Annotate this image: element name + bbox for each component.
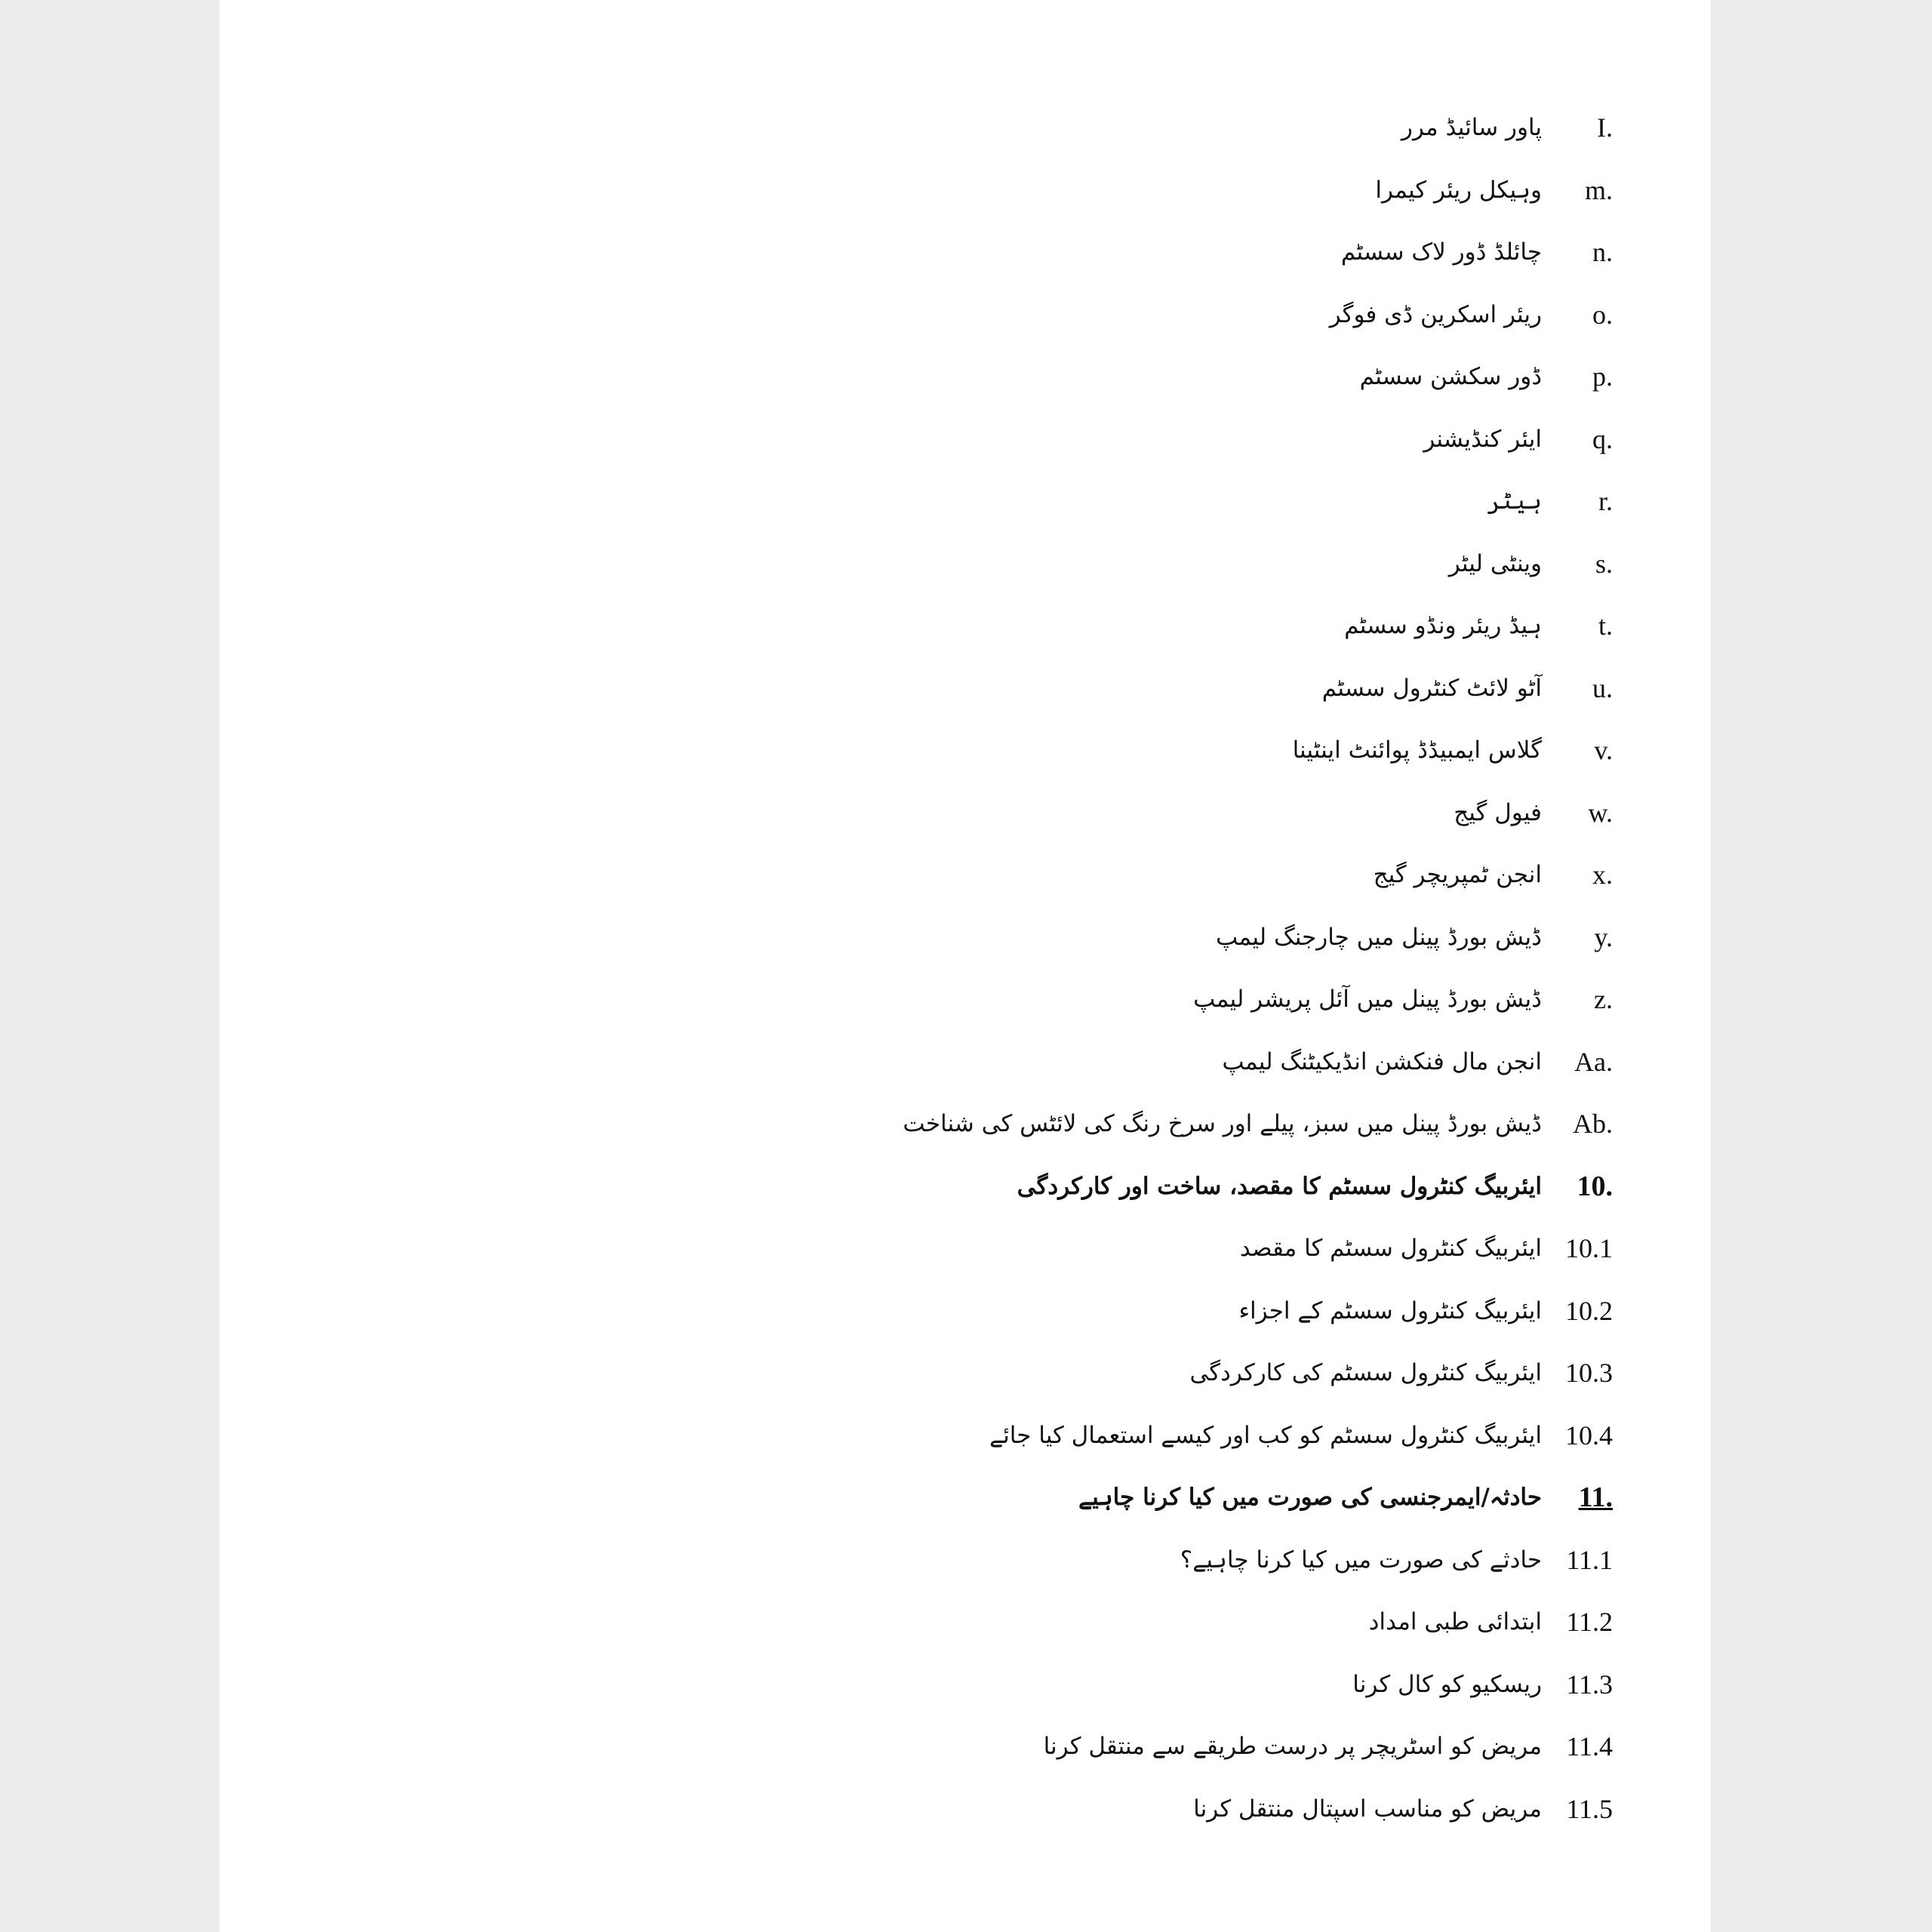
item-text: مریض کو مناسب اسپتال منتقل کرنا: [1193, 1795, 1542, 1823]
item-number: 10.1: [1565, 1233, 1613, 1264]
item-number: v.: [1594, 735, 1613, 766]
item-number: Ab.: [1573, 1109, 1613, 1140]
list-item: [330, 782, 1613, 844]
item-text: ریسکیو کو کال کرنا: [1352, 1670, 1542, 1698]
item-number: Aa.: [1574, 1046, 1613, 1077]
item-number: 11.4: [1566, 1731, 1613, 1762]
item-number: u.: [1592, 672, 1613, 703]
list-item: [330, 408, 1613, 471]
item-text: آٹو لائٹ کنٹرول سسٹم: [1321, 674, 1542, 702]
list-item: [330, 719, 1613, 782]
item-text: ایئربیگ کنٹرول سسٹم کی کارکردگی: [1189, 1359, 1542, 1387]
item-number: s.: [1595, 548, 1613, 579]
item-text: مریض کو اسٹریچر پر درست طریقے سے منتقل کرنا: [1043, 1733, 1542, 1761]
list-item: [330, 346, 1613, 408]
list-item: [330, 1217, 1613, 1280]
list-item: [330, 97, 1613, 159]
item-number: I.: [1597, 112, 1613, 143]
item-text: چائلڈ ڈور لاک سسٹم: [1340, 238, 1542, 266]
item-number: 11.3: [1566, 1669, 1613, 1700]
item-text: ڈیش بورڈ پینل میں چارجنگ لیمپ: [1215, 923, 1542, 951]
item-text: ہیٹر: [1487, 488, 1542, 515]
list-item: [330, 1715, 1613, 1778]
section-heading: [330, 1155, 1613, 1218]
item-text: ایئر کنڈیشنر: [1423, 425, 1542, 453]
list-item: [330, 1280, 1613, 1343]
item-number: 10.4: [1565, 1420, 1613, 1451]
item-number: m.: [1584, 174, 1613, 205]
item-number: t.: [1598, 611, 1613, 641]
item-number: o.: [1592, 299, 1613, 330]
heading-text: ایئربیگ کنٹرول سسٹم کا مقصد، ساخت اور کارکردگی: [1017, 1172, 1542, 1200]
list-item: [330, 1529, 1613, 1592]
item-text: گلاس ایمبیڈڈ پوائنٹ اینٹینا: [1292, 737, 1542, 764]
list-item: [330, 1031, 1613, 1094]
list-item: [330, 1342, 1613, 1404]
list-item: [330, 221, 1613, 284]
item-text: حادثے کی صورت میں کیا کرنا چاہیے؟: [1180, 1546, 1542, 1574]
list-item: [330, 284, 1613, 346]
outline-list: [330, 97, 1613, 1840]
list-item: [330, 1654, 1613, 1716]
item-number: w.: [1588, 797, 1613, 828]
list-item: [330, 844, 1613, 906]
item-number: n.: [1592, 237, 1613, 268]
item-number: q.: [1592, 423, 1613, 454]
list-item: [330, 470, 1613, 533]
item-text: وہیکل ریئر کیمرا: [1375, 176, 1542, 204]
item-text: وینٹی لیٹر: [1448, 549, 1542, 577]
list-item: [330, 968, 1613, 1031]
section-heading: [330, 1466, 1613, 1529]
item-text: ابتدائی طبی امداد: [1368, 1608, 1542, 1636]
item-text: ہیڈ ریئر ونڈو سسٹم: [1344, 612, 1542, 640]
item-number: p.: [1592, 361, 1613, 392]
item-number: 11.2: [1566, 1607, 1613, 1638]
item-number: 10.3: [1565, 1358, 1613, 1389]
item-text: انجن مال فنکشن انڈیکیٹنگ لیمپ: [1222, 1048, 1542, 1075]
list-item: [330, 159, 1613, 222]
item-text: ڈیش بورڈ پینل میں سبز، پیلے اور سرخ رنگ کی لائٹس کی شناخت: [903, 1110, 1542, 1138]
item-text: ڈیش بورڈ پینل میں آئل پریشر لیمپ: [1193, 986, 1542, 1014]
item-text: ایئربیگ کنٹرول سسٹم کا مقصد: [1239, 1235, 1542, 1263]
item-text: فیول گیج: [1454, 798, 1542, 826]
item-number: r.: [1598, 486, 1613, 517]
list-item: [330, 1093, 1613, 1155]
item-text: ریئر اسکرین ڈی فوگر: [1329, 300, 1542, 328]
heading-number: 10.: [1577, 1170, 1613, 1202]
item-text: ایئربیگ کنٹرول سسٹم کو کب اور کیسے استعمال کیا جائے: [989, 1421, 1542, 1449]
list-item: [330, 1591, 1613, 1654]
item-text: ایئربیگ کنٹرول سسٹم کے اجزاء: [1238, 1297, 1542, 1324]
item-number: z.: [1594, 984, 1613, 1015]
item-text: ڈور سکشن سسٹم: [1359, 363, 1542, 391]
item-number: x.: [1592, 860, 1613, 891]
item-text: پاور سائیڈ مرر: [1401, 114, 1542, 142]
list-item: [330, 533, 1613, 595]
heading-number: 11.: [1578, 1481, 1613, 1514]
heading-text: حادثہ/ایمرجنسی کی صورت میں کیا کرنا چاہیے: [1078, 1484, 1542, 1512]
item-number: 11.1: [1566, 1544, 1613, 1575]
item-text: انجن ٹمپریچر گیج: [1373, 861, 1542, 889]
item-number: 10.2: [1565, 1295, 1613, 1326]
list-item: [330, 657, 1613, 720]
list-item: [330, 1404, 1613, 1467]
list-item: [330, 906, 1613, 969]
item-number: y.: [1594, 921, 1613, 952]
list-item: [330, 595, 1613, 657]
list-item: [330, 1778, 1613, 1841]
item-number: 11.5: [1566, 1793, 1613, 1824]
